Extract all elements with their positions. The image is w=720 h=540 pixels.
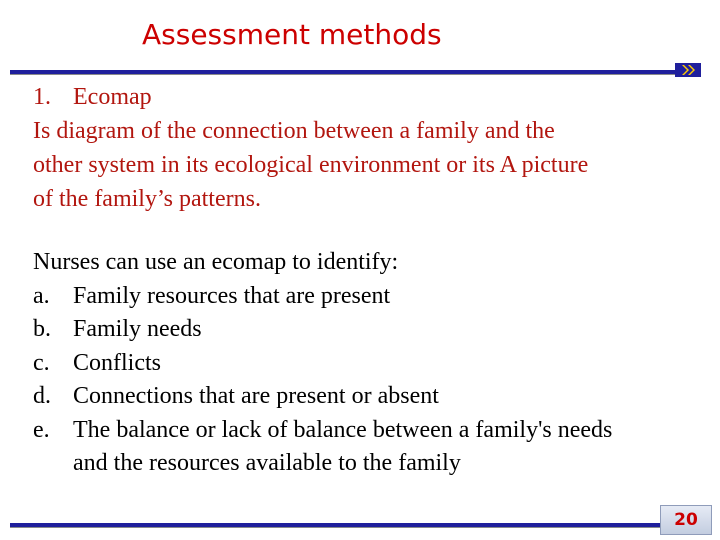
list-marker: d. xyxy=(33,383,51,409)
section-definition-line-1: Is diagram of the connection between a family and the xyxy=(33,118,555,144)
page-number: 20 xyxy=(660,505,712,535)
list-marker: b. xyxy=(33,316,51,342)
list-marker: c. xyxy=(33,349,50,376)
list-item xyxy=(33,313,713,347)
list-item-text-line-2: and the resources available to the family xyxy=(73,450,461,476)
section-ecomap xyxy=(33,80,703,216)
list-item xyxy=(33,347,713,381)
section-number: 1. xyxy=(33,84,51,110)
list-item-text: Conflicts xyxy=(73,349,161,376)
section-heading xyxy=(33,80,703,114)
list-item-text: Family resources that are present xyxy=(73,282,391,309)
top-divider xyxy=(10,70,678,75)
list-marker: a. xyxy=(33,282,50,309)
slide-title: Assessment methods xyxy=(142,18,442,51)
list-item-text: Connections that are present or absent xyxy=(73,383,439,409)
list-item xyxy=(33,280,713,314)
list-item-text: Family needs xyxy=(73,316,202,342)
list-item xyxy=(33,414,713,481)
section-definition-line-3: of the family’s patterns. xyxy=(33,186,261,212)
double-chevron-icon xyxy=(675,63,701,77)
intro-text: Nurses can use an ecomap to identify: xyxy=(33,249,399,275)
list-marker: e. xyxy=(33,416,50,443)
list-item-text-line-1: The balance or lack of balance between a family's needs xyxy=(73,416,613,443)
ecomap-uses xyxy=(33,246,713,481)
bottom-divider xyxy=(10,523,660,528)
section-definition-line-2: other system in its ecological environment or its A picture xyxy=(33,152,589,178)
uses-list xyxy=(33,280,713,481)
section-heading-text: Ecomap xyxy=(73,84,152,110)
list-item xyxy=(33,380,713,414)
